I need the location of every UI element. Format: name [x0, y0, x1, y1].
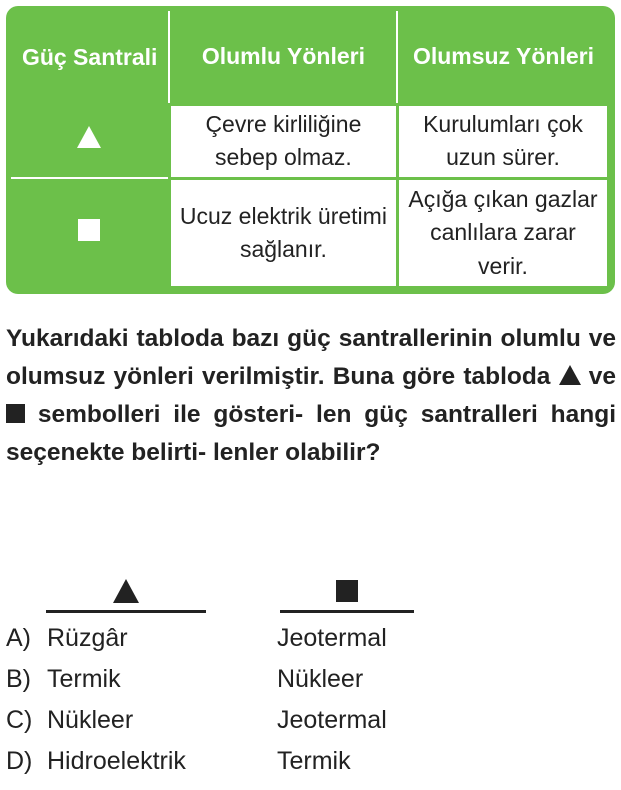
triangle-icon	[559, 365, 581, 385]
triangle-icon	[113, 579, 139, 603]
option-triangle-value: Termik	[47, 665, 121, 693]
table-header-row	[11, 11, 609, 105]
option-triangle-value: Hidroelektrik	[47, 747, 186, 775]
negative-cell: Açığa çıkan gazlar canlılara zarar verir.	[397, 178, 608, 287]
power-plant-table	[11, 11, 610, 289]
header-negative-aspects: Olumsuz Yönleri	[412, 43, 594, 70]
table-row	[11, 105, 609, 179]
question-text	[6, 320, 616, 472]
question-part-1: Yukarıdaki tabloda bazı güç santrallerinin olumlu ve olumsuz yönleri verilmiştir. Buna göre tabloda	[6, 325, 616, 390]
option-a[interactable]	[0, 618, 620, 658]
option-square-value: Jeotermal	[277, 624, 387, 652]
option-b[interactable]	[0, 659, 620, 699]
square-icon	[78, 219, 100, 241]
option-d[interactable]	[0, 741, 620, 781]
option-letter: C)	[6, 706, 33, 734]
option-letter: A)	[6, 624, 31, 652]
header-power-plant: Güç Santrali	[11, 11, 169, 105]
option-triangle-value: Nükleer	[47, 706, 134, 734]
symbol-cell	[11, 105, 169, 179]
square-icon	[336, 580, 358, 602]
table-row	[11, 178, 609, 287]
header-positive-aspects: Olumlu Yönleri	[169, 11, 397, 105]
option-triangle-value: Rüzgâr	[47, 624, 128, 652]
answer-column-square-header	[280, 570, 414, 613]
option-letter: B)	[6, 665, 31, 693]
option-letter: D)	[6, 747, 33, 775]
question-part-2: ve	[588, 363, 617, 390]
power-plant-table-frame	[6, 6, 615, 294]
positive-cell: Ucuz elektrik üretimi sağlanır.	[169, 178, 397, 287]
positive-cell: Çevre kirliliğine sebep olmaz.	[169, 105, 397, 179]
symbol-cell	[11, 178, 169, 287]
square-icon	[6, 404, 25, 423]
option-c[interactable]	[0, 700, 620, 740]
option-square-value: Termik	[277, 747, 351, 775]
answer-column-triangle-header	[46, 570, 206, 613]
option-square-value: Jeotermal	[277, 706, 387, 734]
question-part-3: sembolleri ile gösteri- len güç santralleri hangi seçenekte belirti- lenler olabilir?	[6, 401, 616, 466]
option-square-value: Nükleer	[277, 665, 364, 693]
triangle-icon	[77, 126, 101, 148]
negative-cell: Kurulumları çok uzun sürer.	[397, 105, 608, 179]
